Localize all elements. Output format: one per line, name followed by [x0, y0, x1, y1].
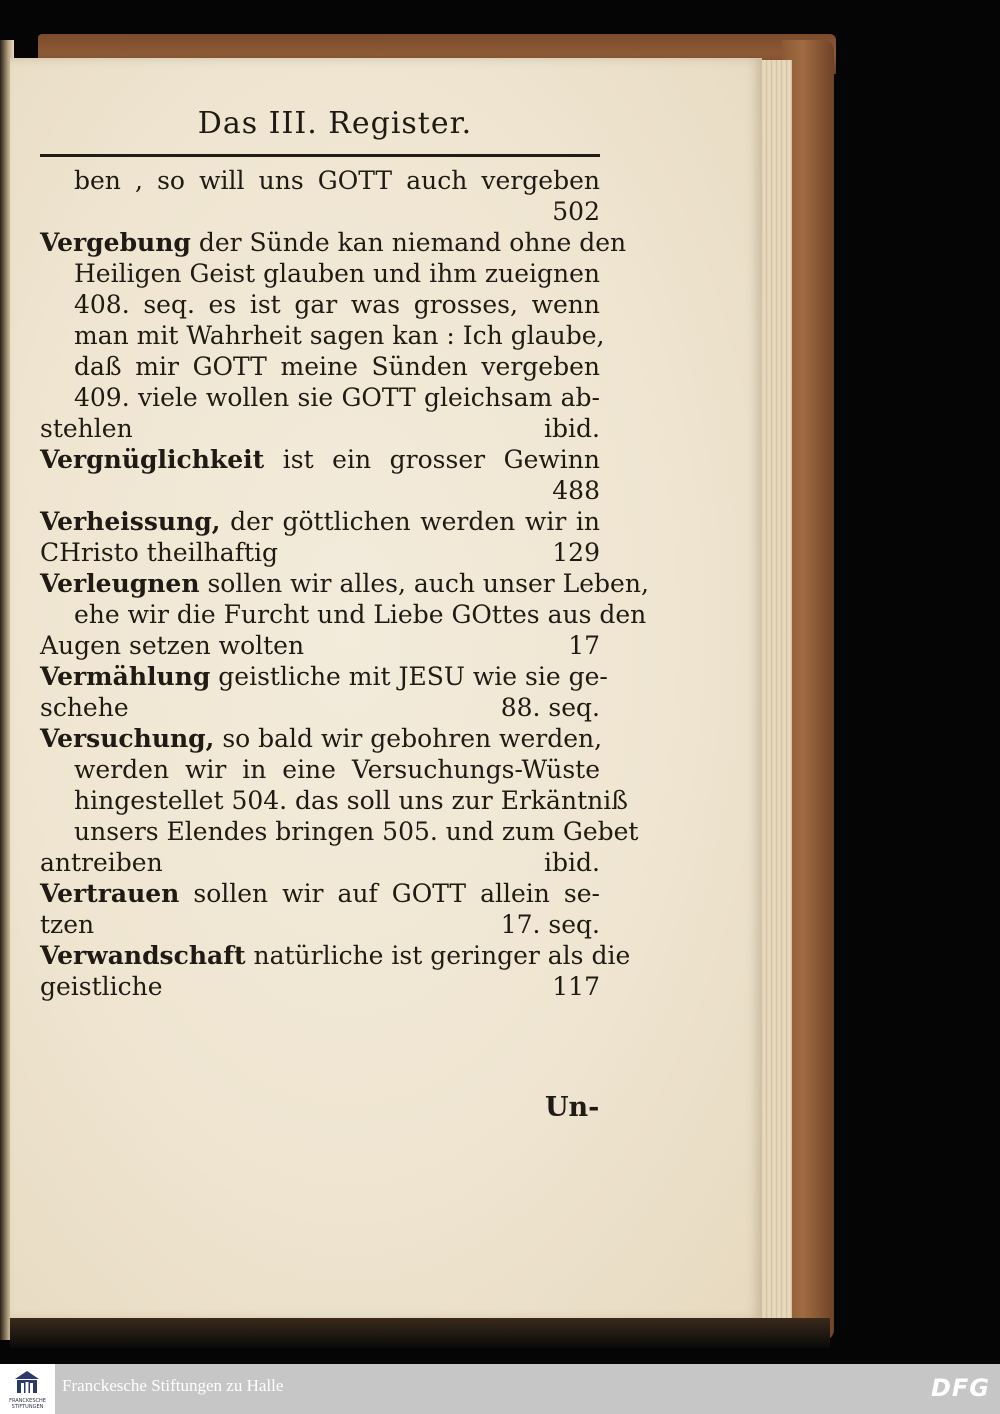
entry-line-text: man mit Wahrheit sagen kan : Ich glaube, [74, 321, 605, 350]
entry-line-text: geistliche [40, 972, 163, 1001]
page-reference: 88. seq. [500, 693, 600, 722]
entry-line [40, 630, 600, 661]
page-reference: 17. seq. [500, 910, 600, 939]
entry-keyword: Verleugnen [40, 569, 200, 598]
entry-keyword: Vergnüglichkeit [40, 445, 265, 474]
entry-line-text: sollen wir auf GOTT allein se- [179, 879, 600, 908]
entry-line [40, 971, 600, 1002]
entry-line [40, 847, 600, 878]
entry-line-text: sollen wir alles, auch unser Leben, [199, 569, 649, 598]
entry-keyword: Vermählung [40, 662, 211, 691]
register-entry [40, 878, 600, 940]
entry-line [40, 661, 608, 692]
entry-keyword: Vertrauen [40, 879, 180, 908]
page-reference: ibid. [544, 414, 600, 443]
catchword: Un- [545, 1092, 600, 1123]
entry-line [40, 816, 639, 847]
entry-line-text: antreiben [40, 848, 163, 877]
entry-line-text: der Sünde kan niemand ohne den [190, 228, 627, 257]
entry-line-text: 502 [552, 197, 600, 226]
entry-line [40, 444, 600, 475]
entry-line [40, 382, 600, 413]
entry-line-text: Heiligen Geist glauben und ihm zueignen [74, 259, 600, 288]
entry-line [40, 258, 600, 289]
entry-line-text: 408. seq. es ist gar was grosses, wenn [74, 290, 600, 319]
entry-line [40, 940, 631, 971]
entry-line [40, 692, 600, 723]
book-bottom-shadow [10, 1318, 830, 1348]
entry-line [40, 351, 600, 382]
register-entry [40, 568, 649, 661]
entry-line-text: ist ein grosser Gewinn [264, 445, 600, 474]
institution-name[interactable]: Franckesche Stiftungen zu Halle [62, 1376, 284, 1395]
entry-line-text: stehlen [40, 414, 133, 443]
page-header: Das III. Register. [197, 106, 473, 141]
register-entry [40, 227, 627, 444]
register-entry [40, 444, 600, 506]
entry-line [40, 754, 600, 785]
entry-line [40, 599, 647, 630]
entry-line [40, 723, 603, 754]
entry-line [40, 506, 600, 537]
register-entry [40, 723, 639, 878]
entry-keyword: Verwandschaft [40, 941, 246, 970]
footer-bar [0, 1364, 1000, 1414]
dfg-logo[interactable]: DFG [930, 1374, 990, 1402]
entry-line [40, 227, 627, 258]
institution-logo [0, 1364, 55, 1414]
entry-line-text: ehe wir die Furcht und Liebe GOttes aus den [74, 600, 647, 629]
register-entry [40, 940, 631, 1002]
entry-line [40, 289, 600, 320]
register-entries [40, 165, 649, 1002]
entry-line-text: Augen setzen wolten [40, 631, 305, 660]
entry-line-text: tzen [40, 910, 95, 939]
register-entry [40, 165, 600, 227]
page-reference: 129 [552, 538, 600, 567]
entry-line [40, 320, 605, 351]
header-rule [40, 154, 600, 157]
page-reference: ibid. [544, 848, 600, 877]
register-entry [40, 661, 608, 723]
entry-line-text: daß mir GOTT meine Sünden vergeben [74, 352, 600, 381]
entry-line [40, 537, 600, 568]
entry-line-text: schehe [40, 693, 129, 722]
entry-line-text: 488 [552, 476, 600, 505]
entry-line-text: geistliche mit JESU wie sie ge- [210, 662, 608, 691]
entry-line [40, 475, 600, 506]
building-icon [13, 1370, 41, 1396]
page-text [40, 100, 649, 1002]
page-reference: 117 [552, 972, 600, 1001]
entry-keyword: Vergebung [40, 228, 191, 257]
entry-line-text: hingestellet 504. das soll uns zur Erkäntniß [74, 786, 628, 815]
entry-line [40, 878, 600, 909]
entry-keyword: Versuchung, [40, 724, 215, 753]
entry-line-text: CHristo theilhaftig [40, 538, 278, 567]
page-reference: 17 [568, 631, 600, 660]
entry-line [40, 909, 600, 940]
logo-text: FRANCKESCHE STIFTUNGEN [9, 1398, 46, 1410]
entry-line [40, 165, 600, 196]
entry-line [40, 785, 628, 816]
entry-line [40, 568, 649, 599]
entry-line-text: 409. viele wollen sie GOTT gleichsam ab- [74, 383, 600, 412]
entry-line-text: werden wir in eine Versuchungs-Wüste [74, 755, 600, 784]
entry-line-text: natürliche ist geringer als die [245, 941, 631, 970]
register-entry [40, 506, 600, 568]
entry-line-text: der göttlichen werden wir in [220, 507, 600, 536]
entry-line [40, 413, 600, 444]
entry-line-text: ben , so will uns GOTT auch vergeben [74, 166, 600, 195]
entry-line-text: so bald wir gebohren werden, [214, 724, 603, 753]
entry-line-text: unsers Elendes bringen 505. und zum Gebet [74, 817, 639, 846]
entry-line [40, 196, 600, 227]
entry-keyword: Verheissung, [40, 507, 221, 536]
